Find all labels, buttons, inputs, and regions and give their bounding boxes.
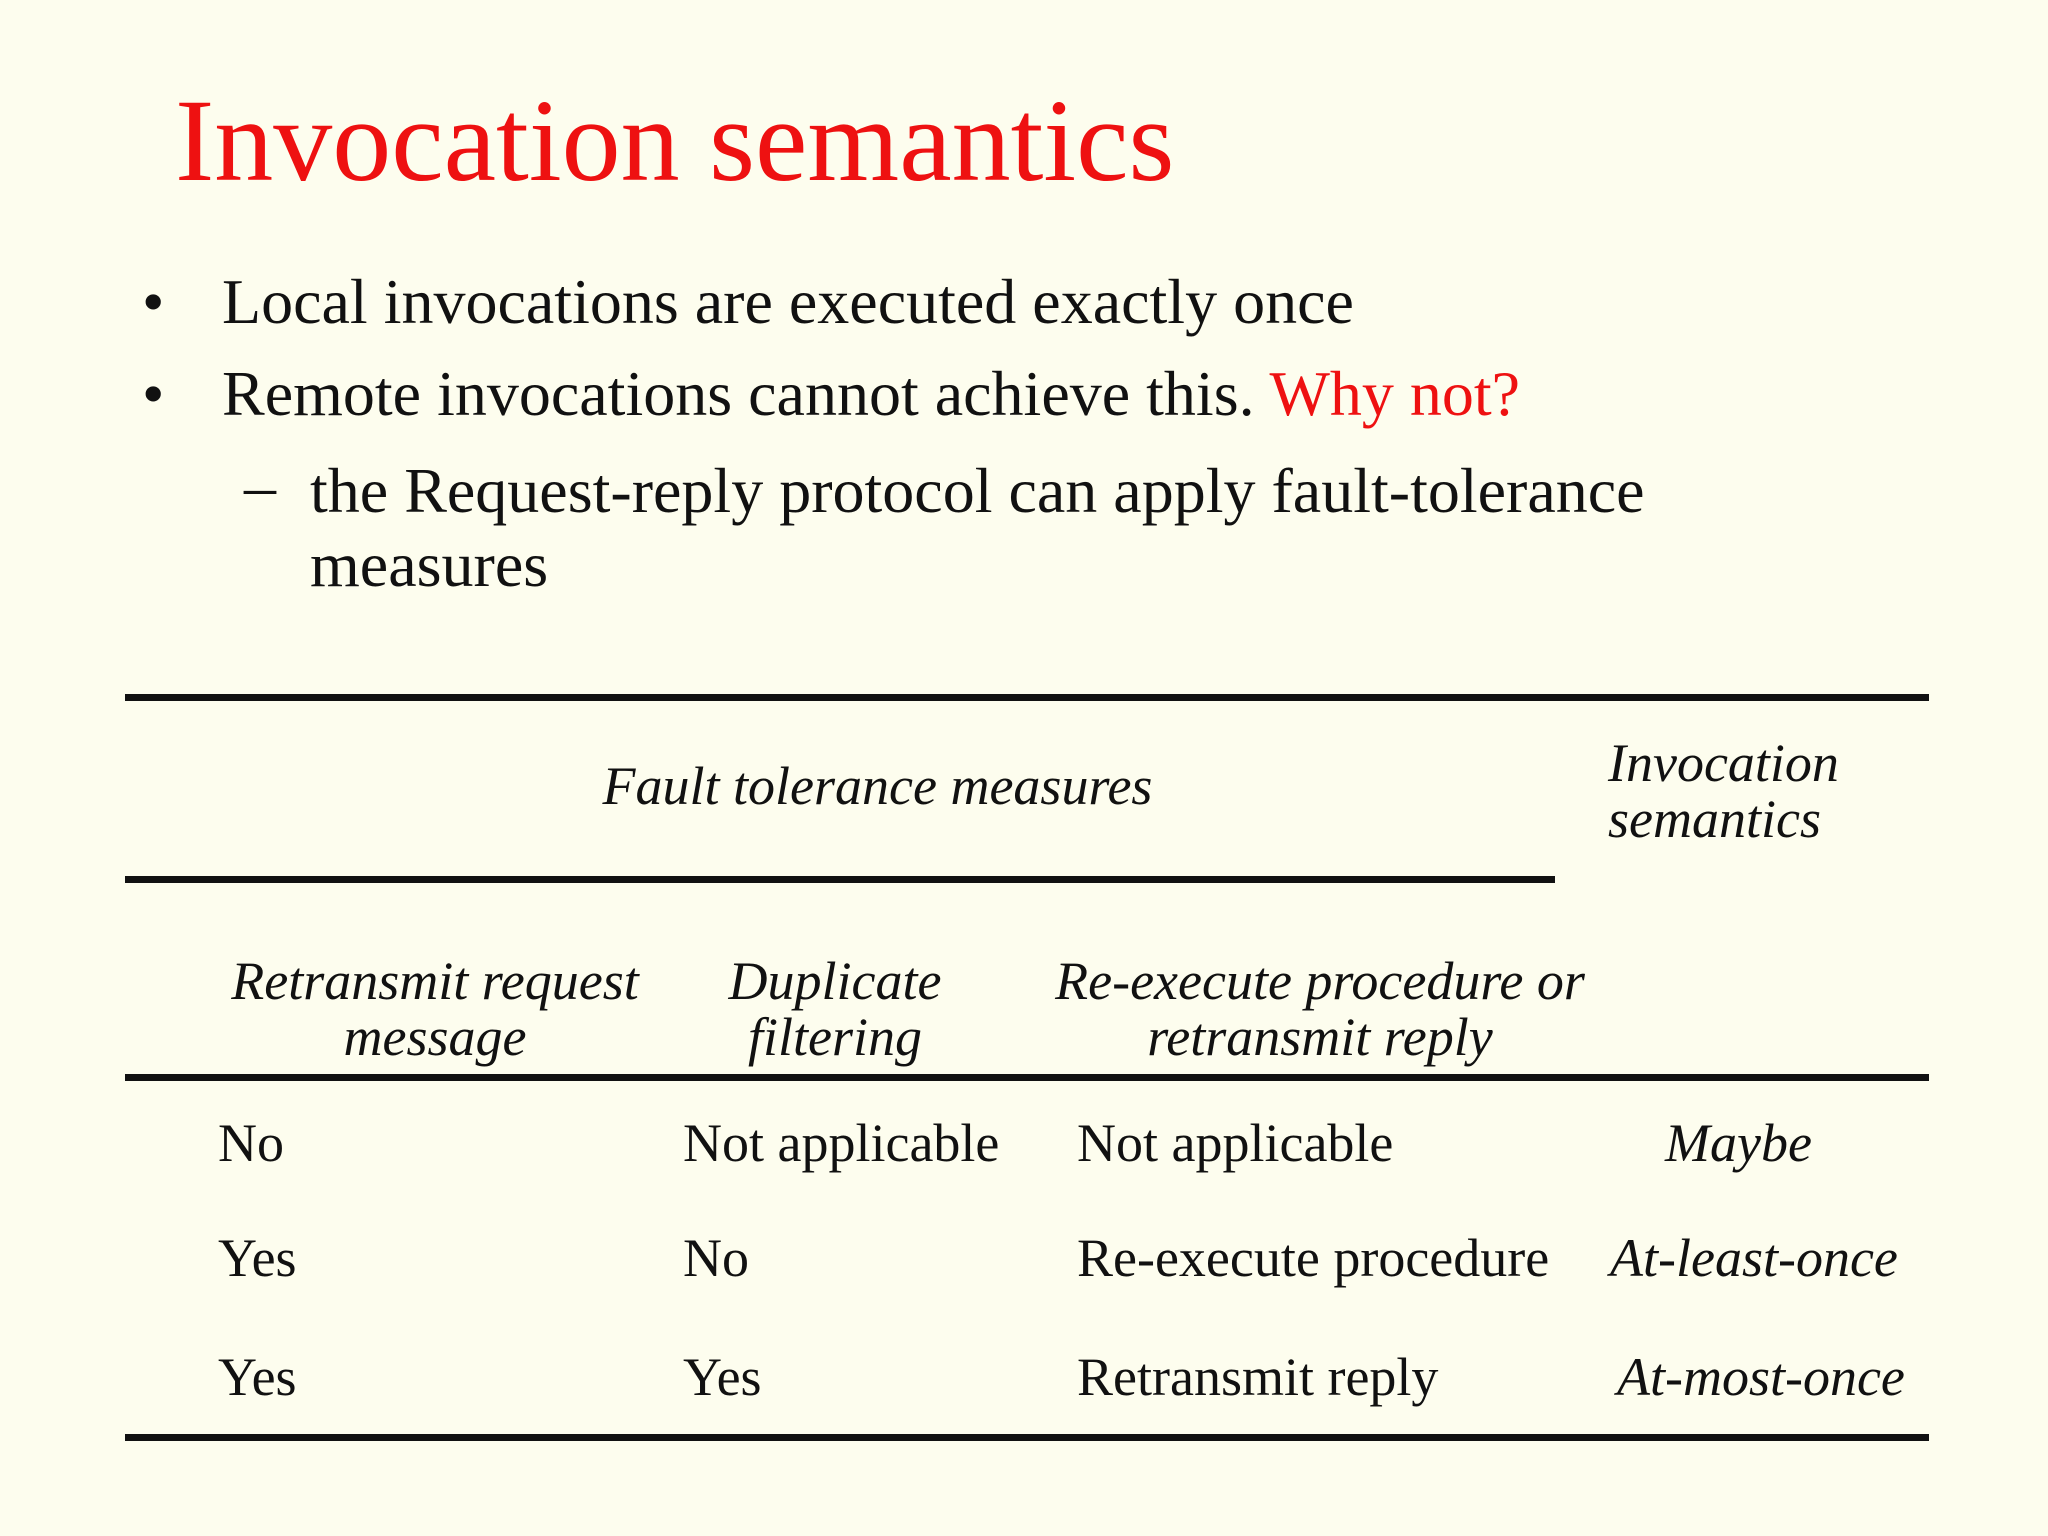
table-cell: Retransmit reply xyxy=(1077,1347,1439,1407)
table-cell: Yes xyxy=(218,1347,297,1407)
bullet-highlight: Why not? xyxy=(1269,358,1521,429)
table-top-rule xyxy=(125,694,1929,701)
table-cell-semantics: Maybe xyxy=(1665,1113,1812,1173)
table-cell: No xyxy=(218,1113,284,1173)
table-cell-semantics: At-most-once xyxy=(1617,1347,1905,1407)
table-cell: Not applicable xyxy=(683,1113,1000,1173)
bullet-item xyxy=(222,358,1521,429)
table-bottom-rule xyxy=(125,1434,1929,1441)
bullet-item xyxy=(222,266,1354,337)
bullet-dot: • xyxy=(142,266,165,337)
bullet-text: Local invocations are executed exactly once xyxy=(222,266,1354,337)
table-cell: Yes xyxy=(683,1347,762,1407)
table-cell: No xyxy=(683,1228,749,1288)
sub-bullet-text: the Request-reply protocol can apply fault-tolerance measures xyxy=(310,455,1645,600)
column-header-rule xyxy=(125,1074,1929,1081)
invocation-semantics-header: Invocation semantics xyxy=(1608,733,1839,849)
column-header-duplicate-filtering: Duplicate filtering xyxy=(728,951,942,1067)
table-cell: Not applicable xyxy=(1077,1113,1394,1173)
sub-bullet-dash: – xyxy=(244,450,276,521)
bullet-text: Remote invocations cannot achieve this. xyxy=(222,358,1255,429)
group-header-rule xyxy=(125,876,1555,883)
table-cell: Yes xyxy=(218,1228,297,1288)
column-header-reexecute: Re-execute procedure or retransmit reply xyxy=(1055,951,1585,1067)
table-cell: Re-execute procedure xyxy=(1077,1228,1550,1288)
bullet-dot: • xyxy=(142,358,165,429)
slide-title: Invocation semantics xyxy=(175,75,1175,206)
column-header-retransmit: Retransmit request message xyxy=(231,951,639,1067)
table-cell-semantics: At-least-once xyxy=(1610,1228,1898,1288)
fault-tolerance-header: Fault tolerance measures xyxy=(602,756,1153,816)
